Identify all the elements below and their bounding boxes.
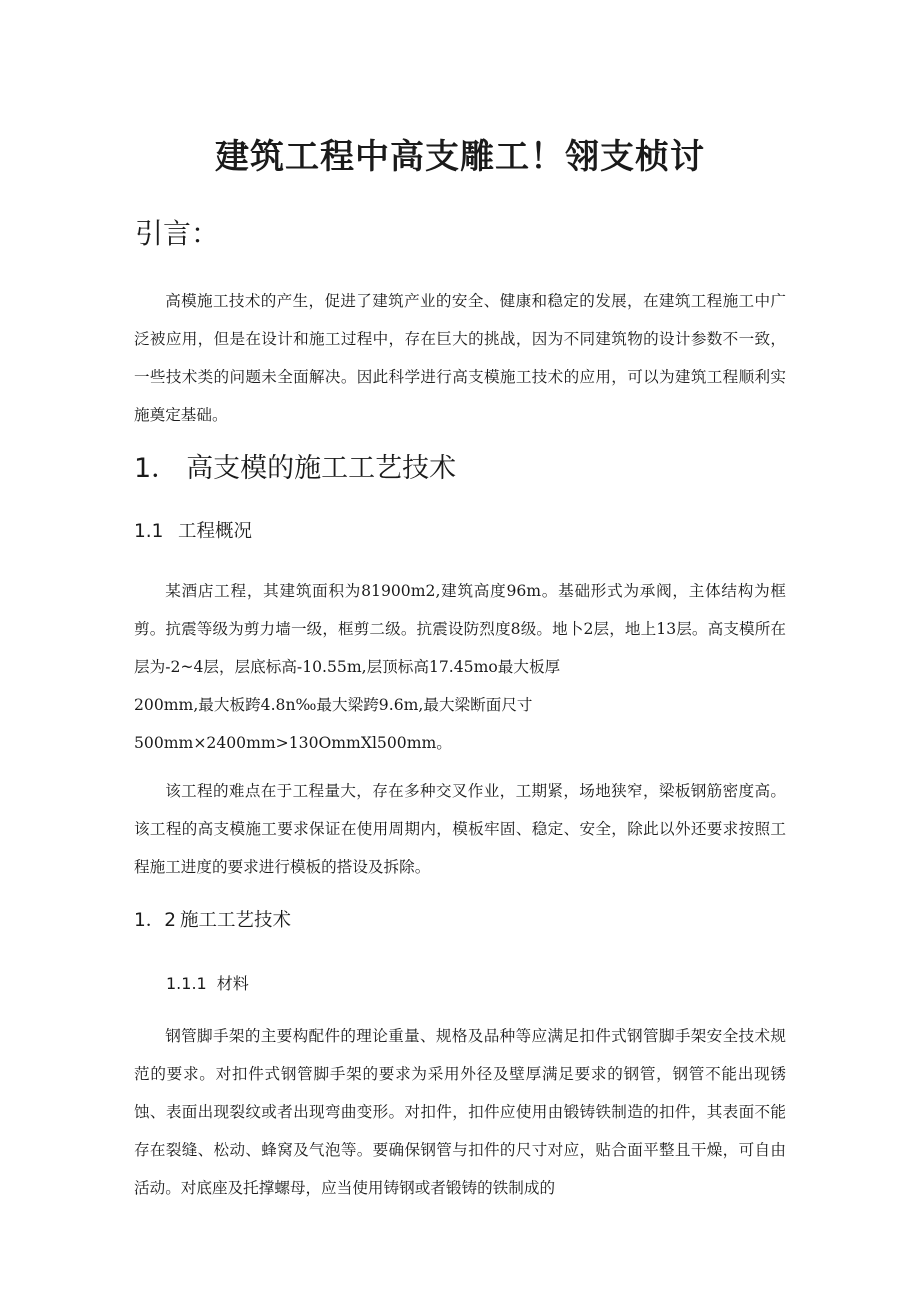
subsection-1-2-title: 施工工艺技术 bbox=[180, 910, 292, 931]
section-1-heading bbox=[134, 447, 456, 491]
project-overview-paragraph: 某酒店工程，其建筑面积为81900m2,建筑高度96m。基础形式为承阀，主体结构为框剪。抗震等级为剪力墙一级，框剪二级。抗震设防烈度8级。地卜2层，地上13层。高支模所在层为-2~4层，层底标高-10.55m,层顶标高17.45mo最大板厚 bbox=[134, 582, 786, 676]
subsubsection-1-1-1-heading bbox=[166, 969, 249, 999]
subsubsection-1-1-1-number: 1.1.1 bbox=[166, 974, 207, 993]
section-1-number: 1． bbox=[134, 453, 179, 484]
difficulty-paragraph: 该工程的难点在于工程量大，存在多种交叉作业，工期紧，场地狭窄，梁板钢筋密度高。该工程的高支模施工要求保证在使用周期内，模板牢固、稳定、安全，除此以外还要求按照工程施工进度的要求进行模板的搭设及拆除。 bbox=[134, 782, 786, 876]
intro-heading: 引言： bbox=[135, 217, 220, 250]
spec-line-1: 200mm,最大板跨4.8n‰最大梁跨9.6m,最大梁断面尺寸 bbox=[134, 696, 533, 714]
document-title: 建筑工程中高支雕工！翎支桢讨 bbox=[215, 137, 705, 177]
subsubsection-1-1-1-title: 材料 bbox=[216, 974, 249, 993]
subsection-1-1-number: 1.1 bbox=[134, 521, 164, 542]
intro-paragraph: 高模施工技术的产生，促进了建筑产业的安全、健康和稳定的发展，在建筑工程施工中广泛被应用，但是在设计和施工过程中，存在巨大的挑战，因为不同建筑物的设计参数不一致，一些技术类的问题未全面解决。因此科学进行高支模施工技术的应用，可以为建筑工程顺利实施奠定基础。 bbox=[134, 292, 786, 424]
section-1-title: 高支模的施工工艺技术 bbox=[186, 453, 457, 484]
materials-paragraph: 钢管脚手架的主要构配件的理论重量、规格及品种等应满足扣件式钢管脚手架安全技术规范的要求。对扣件式钢管脚手架的要求为采用外径及壁厚满足要求的钢管，钢管不能出现锈蚀、表面出现裂纹或者出现弯曲变形。对扣件，扣件应使用由锻铸铁制造的扣件，其表面不能存在裂缝、松动、蜂窝及气泡等。要确保钢管与扣件的尺寸对应，贴合面平整且干燥，可自由活动。对底座及托撑螺母，应当使用铸钢或者锻铸的铁制成的 bbox=[134, 1027, 786, 1197]
subsection-1-2-heading bbox=[134, 906, 291, 936]
subsection-1-1-title: 工程概况 bbox=[178, 521, 253, 542]
subsection-1-1-heading bbox=[134, 517, 252, 547]
spec-line-2: 500mm×2400mm>130OmmXl500mm。 bbox=[134, 734, 452, 752]
subsection-1-2-number: 1．2 bbox=[134, 910, 177, 931]
